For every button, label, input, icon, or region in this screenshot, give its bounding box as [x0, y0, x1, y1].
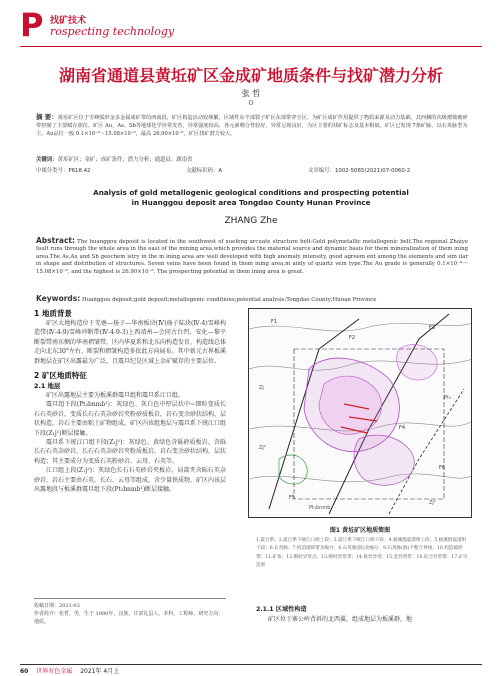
subsection-heading-2-1: 2.1 地层	[34, 382, 61, 391]
column-logo: P	[20, 6, 44, 44]
received-date: 收稿日期：2021-03	[34, 603, 80, 609]
map-label: F3	[429, 325, 436, 331]
keywords-text-zh: 黄坵矿区；金矿；成矿条件；潜力分析；通道县；湖南省	[57, 157, 193, 163]
abstract-label-en: Abstract:	[36, 236, 76, 245]
body-left-column	[34, 304, 226, 495]
author-en: ZHANG Zhe	[224, 216, 278, 226]
figure-caption: 图1 黄坵矿区地质简图	[329, 527, 391, 534]
abstract-label-zh: 摘 要：	[36, 113, 58, 121]
section-2-1-paragraph-1: 矿区出露地层主要为板溪群震旦组和震旦系江口组。	[46, 392, 185, 400]
abstract-text-en: The huanggou deposit is located in the southwest of xuefeng arcuate structure belt-Gold polymetallic metallogenic belt.The regional Zhaiye fault runs through the whole area in the east of the mining area,which provides the material source and dynamic basis for them mineralization of them ining area.The As,Au and Sb geochem istry in the m ining area are well developed with high anomaly intensity, good agreem ent among the elements and sim ilar in shape and distribution of structures. Seven veins have been found in them ining area,m ainly of quartz vein type.The Au grade is generally 0.1×10⁻⁶～15.08×10⁻⁶, and the highest is 26.90×10⁻⁶. The prospecting potential in them ining area is great.	[36, 239, 468, 275]
page-footer	[20, 666, 119, 675]
map-label: F1	[271, 319, 278, 325]
article-title-zh: 湖南省通道县黄坵矿区金成矿地质条件与找矿潜力分析	[58, 66, 443, 85]
map-label: Pt₃bnmb	[309, 505, 331, 511]
column-title-en: rospecting technology	[50, 25, 175, 38]
section-2-1-paragraph-4: 江口组上段(Z₁j²)：灰绿色长石石英砂岩夹板岩，局部夹含砾石英杂砂岩，岩石主要由石英、长石、云母等组成，含少量铁质物，矿区内该层出露地段与板溪群震旦组下段(Pt₃bnmb¹)断层接触。	[34, 467, 227, 494]
map-label: Pt₃	[444, 395, 451, 401]
author-zh: 张 哲	[241, 89, 261, 98]
section-heading-1: 1 地质背景	[34, 309, 72, 318]
journal-name: 世界有色金属	[36, 668, 73, 675]
geological-map-svg	[249, 309, 472, 518]
anomaly-zone	[397, 345, 438, 380]
keywords-text-en: Huanggou deposit;gold deposit;metallogenic conditions;potential analysis;Tongdao County;Hunan Province	[82, 297, 377, 303]
footnotes	[34, 598, 226, 626]
keywords-label-zh: 关键词：	[36, 157, 58, 163]
class-number: 中图分类号：P618.42	[36, 168, 91, 174]
title-en-line2: in Huanggou deposit area Tongdao County Hunan Province	[131, 198, 371, 207]
column-title-zh: 找矿技术	[50, 16, 87, 26]
map-label: Zj¹	[429, 500, 436, 506]
section-1-paragraph: 矿区大地构造位于羌塘—扬子—华南板块(Ⅳ)扬子陆块(Ⅳ-4)雪峰构造带(Ⅳ-4-9)雪峰冲断带(Ⅳ-4-9-3)上西靖州—会同古台凹，安化—黎平断裂带南东侧的华南褶皱带，区内华夏系和北东向构造发育，构造线总体走向北东30°左右，断裂和褶皱构造多依此方向展布。其中新元古界板溪群地层在矿区出露最为广泛，且震旦纪是区域上金矿赋存的主要层位。	[34, 320, 227, 365]
gold-anomaly	[279, 455, 307, 484]
anomaly-zone	[354, 435, 414, 485]
author-bio: 作者简介：张哲，男，生于 1980年，汉族，甘肃礼县人，本科，工程师，研究方向：地质。	[34, 611, 224, 625]
section-2-1-1-paragraph: 矿区位于寨公岭背斜的北西翼，组成地层为板溪群，地	[268, 616, 413, 623]
article-number: 文章编号：1002-5065(2021)07-0060-2	[308, 168, 411, 174]
title-en-line1: Analysis of gold metallogenic geological conditions and prospecting potential	[93, 188, 409, 197]
footer-divider	[20, 664, 482, 665]
page-header	[20, 6, 482, 44]
geological-map	[248, 308, 472, 518]
page-number: 60	[20, 668, 29, 675]
subsection-heading-2-1-1: 2.1.1 区域性构造	[256, 606, 307, 613]
map-label: F4	[399, 425, 406, 431]
map-label: F5	[289, 495, 296, 501]
keywords-en	[36, 294, 468, 303]
article-title-en	[0, 188, 502, 208]
keywords-label-en: Keywords:	[36, 294, 81, 303]
abstract-en	[36, 237, 468, 276]
map-label: Zj	[259, 385, 264, 391]
section-heading-2: 2 矿区地质特征	[34, 371, 87, 381]
section-2-1-paragraph-2: 震旦组下段(Pt₃bnmb¹)：灰绿色、灰白色中厚层状中~细粒变质长石石英砂岩，变质长石石英杂砂岩夹粉砂质板岩，岩石变余砂状结构，层状构造，岩石主要由粘土矿物组成，矿区内该组地层与震旦系下统江口组下段(Z₁j¹)断层接触。	[34, 401, 227, 437]
header-divider	[20, 46, 482, 47]
strata-boundary	[249, 323, 472, 331]
abstract-zh	[36, 113, 468, 139]
doc-code: 文献标识码：A	[186, 168, 223, 174]
figure-legend: 1.震旦系；2.震旦系下统江口组上段；3.震旦系下统江口组下段；4.板溪群震渚组上段；5.板溪群震渚组下段；6.长英脉；7.构造破碎带及编号；8.石英脉(脉)及编号；9.石英脉(脉)不整合界线；10.构造破碎带；11.矿体；12.断时异常点；13.断时异常带；14.推异异常；15.金异常带；16.综合异常带；17.矿区范围	[256, 538, 468, 569]
abstract-text-zh: 黄坵矿区位于雪峰弧形金多金属成矿带的西南段，矿区构造活动较频繁，区域性东半部裂子矿区东部带穿全区，为矿区成矿作用提供了物质来源及动力基础，其西侧的次级褶皱破碎带控制了主要赋存部位。矿区 Au、As、Sb等地球化学异常发育，异常强度较高，各元素吻合性较好，异常呈现良好，为区主要的找矿标志及基本相似。矿区已发现 7条矿脉，以石英脉型为主，Au品位一般 0.1×10⁻⁶～15.08×10⁻⁶，最高 26.90×10⁻⁶，矿区找矿潜力较大。	[36, 115, 468, 138]
map-label: Zj²	[259, 445, 266, 451]
affiliation-zh: O	[248, 100, 254, 107]
journal-issue: 2021年 4月上	[80, 668, 120, 675]
keywords-zh	[36, 155, 468, 163]
map-label: F6	[439, 465, 446, 471]
map-label: F2	[349, 335, 356, 341]
section-2-1-paragraph-3: 震旦系下统江口组下段(Z₁j¹)：灰绿色、黄绿色含砾砂质板岩、含砾长石石英杂砂岩，长石石英杂砂岩夹粉质板岩，岩石变余砂状结构，层状构造；其主要成分为变质石英粉砂岩、云母、石英等。	[34, 439, 227, 465]
